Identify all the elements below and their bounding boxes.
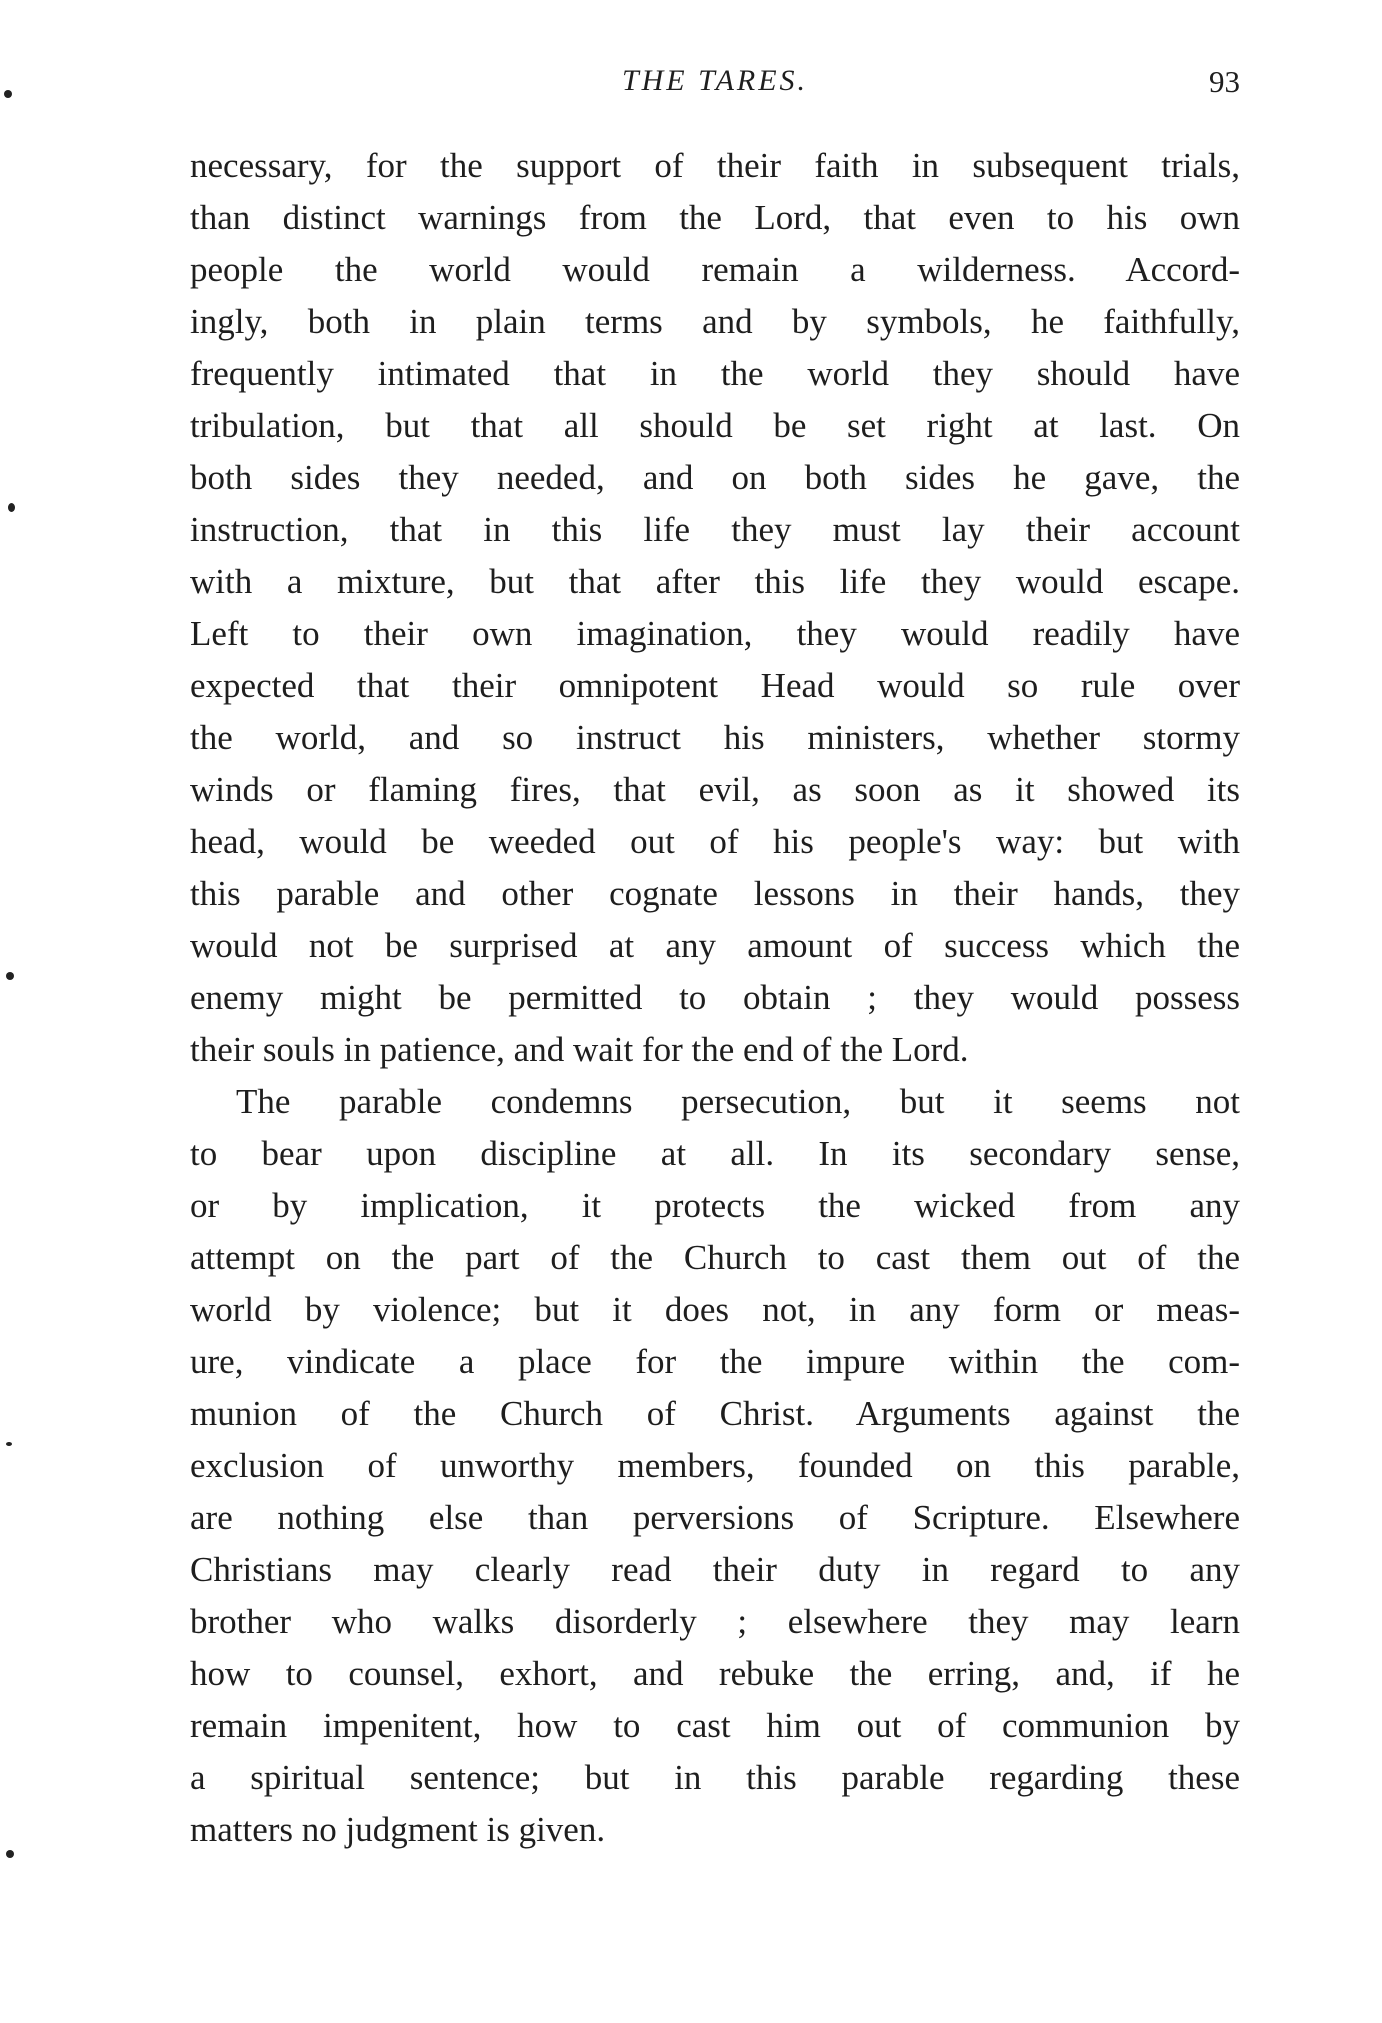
text-line: ure, vindicate a place for the impure within the com- — [190, 1342, 1240, 1381]
text-line: a spiritual sentence; but in this parable regarding these — [190, 1758, 1240, 1797]
scan-speck — [6, 1442, 12, 1446]
text-line: Christians may clearly read their duty in regard to any — [190, 1550, 1240, 1589]
text-line: attempt on the part of the Church to cast them out of the — [190, 1238, 1240, 1277]
text-line: than distinct warnings from the Lord, that even to his own — [190, 198, 1240, 237]
paragraph-start-line: The parable condemns persecution, but it seems not — [236, 1082, 1240, 1121]
text-line: expected that their omnipotent Head would so rule over — [190, 666, 1240, 705]
text-line: world by violence; but it does not, in any form or meas- — [190, 1290, 1240, 1329]
text-line: this parable and other cognate lessons in their hands, they — [190, 874, 1240, 913]
paragraph-end-line: their souls in patience, and wait for the end of the Lord. — [190, 1030, 969, 1069]
page-number: 93 — [1209, 64, 1240, 99]
text-line: remain impenitent, how to cast him out of communion by — [190, 1706, 1240, 1745]
body-text — [190, 140, 1240, 1856]
text-line: people the world would remain a wilderness. Accord- — [190, 250, 1240, 289]
text-line: the world, and so instruct his ministers, whether stormy — [190, 718, 1240, 757]
text-line: head, would be weeded out of his people's way: but with — [190, 822, 1240, 861]
text-line: brother who walks disorderly ; elsewhere they may learn — [190, 1602, 1240, 1641]
scan-speck — [6, 972, 14, 980]
text-line: frequently intimated that in the world they should have — [190, 354, 1240, 393]
text-line: exclusion of unworthy members, founded on this parable, — [190, 1446, 1240, 1485]
text-line: would not be surprised at any amount of success which the — [190, 926, 1240, 965]
text-line: tribulation, but that all should be set right at last. On — [190, 406, 1240, 445]
text-line: munion of the Church of Christ. Arguments against the — [190, 1394, 1240, 1433]
text-line: to bear upon discipline at all. In its secondary sense, — [190, 1134, 1240, 1173]
text-line: are nothing else than perversions of Scripture. Elsewhere — [190, 1498, 1240, 1537]
text-line: instruction, that in this life they must lay their account — [190, 510, 1240, 549]
text-line: or by implication, it protects the wicked from any — [190, 1186, 1240, 1225]
text-line: how to counsel, exhort, and rebuke the erring, and, if he — [190, 1654, 1240, 1693]
scan-speck — [8, 503, 15, 512]
text-line: ingly, both in plain terms and by symbols, he faithfully, — [190, 302, 1240, 341]
scan-speck — [4, 90, 12, 98]
running-title: THE TARES. — [621, 64, 809, 97]
text-line: with a mixture, but that after this life they would escape. — [190, 562, 1240, 601]
text-line: enemy might be permitted to obtain ; they would possess — [190, 978, 1240, 1017]
scan-speck — [6, 1850, 14, 1858]
text-line: necessary, for the support of their faith in subsequent trials, — [190, 146, 1240, 185]
text-line: winds or flaming fires, that evil, as soon as it showed its — [190, 770, 1240, 809]
text-line: both sides they needed, and on both sides he gave, the — [190, 458, 1240, 497]
running-head — [190, 60, 1240, 110]
paragraph-end-line: matters no judgment is given. — [190, 1810, 606, 1849]
text-line: Left to their own imagination, they would readily have — [190, 614, 1240, 653]
